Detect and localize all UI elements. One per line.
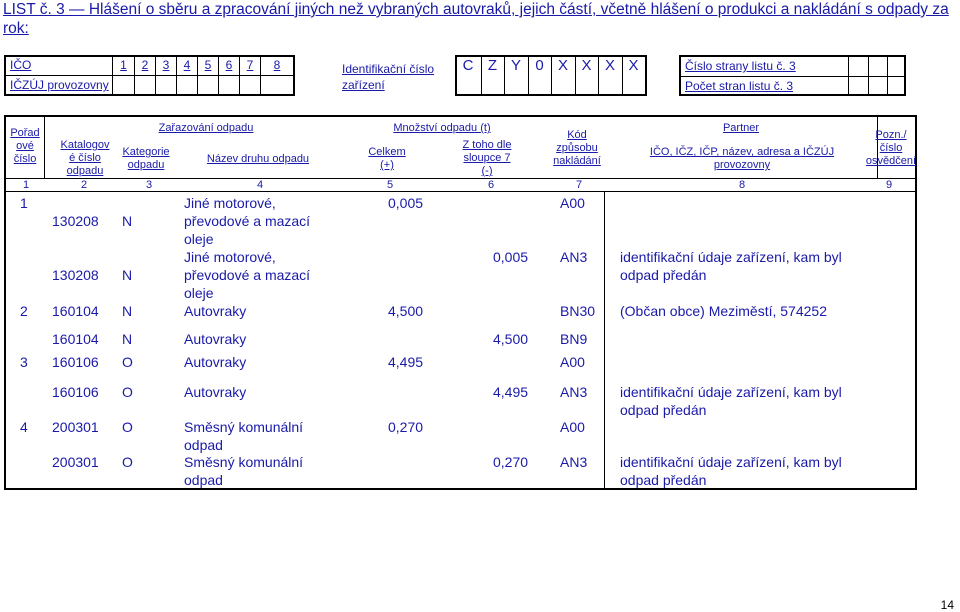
row-katalogove: 160106 (52, 354, 99, 370)
row-katalogove: 200301 (52, 419, 99, 435)
sheet-page-label: Číslo strany listu č. 3 (685, 59, 796, 73)
header-poradove-line1: Pořad (10, 127, 40, 139)
row-nazev-line: Směsný komunální (184, 419, 304, 435)
facility-code-char: X (581, 57, 592, 74)
row-nazev (184, 302, 344, 320)
row-nazev (184, 453, 344, 489)
facility-code-box (455, 55, 647, 96)
facility-code-cell (457, 57, 481, 94)
header-nazev: Název druhu odpadu (206, 153, 310, 165)
facility-code-char: X (628, 57, 639, 74)
header-partner-sub-line1: IČO, IČZ, IČP, název, adresa a IČZÚJ (649, 146, 835, 158)
header-poradove-line2: ové (16, 140, 34, 152)
header-mnozstvi: Množství odpadu (t) (393, 122, 491, 134)
row-partner-line: odpad předán (620, 402, 707, 418)
row-nazev (184, 248, 344, 302)
row-kategorie: O (122, 454, 133, 470)
row-partner (620, 453, 880, 489)
row-nazev (184, 194, 344, 248)
row-nazev-line: Autovraky (184, 384, 247, 400)
row-partner (620, 248, 880, 284)
waste-table (4, 115, 917, 490)
ico-digit: 8 (273, 58, 281, 72)
row-nazev (184, 383, 344, 401)
header-pozn (862, 129, 920, 168)
row-kod: BN9 (560, 331, 588, 347)
header-katalogove-line2: é číslo (69, 152, 101, 164)
row-katalogove: 130208 (52, 213, 99, 229)
header-kod-line1: Kód (567, 129, 587, 141)
header-kategorie-line1: Kategorie (122, 146, 170, 158)
row-celkem: 4,500 (388, 303, 424, 319)
row-nazev-line: Autovraky (184, 331, 247, 347)
header-celkem-line2: (+) (380, 159, 394, 171)
row-kategorie: N (122, 267, 133, 283)
header-celkem (352, 146, 422, 172)
row-kod: AN3 (560, 384, 588, 400)
row-kategorie: O (122, 354, 133, 370)
row-kod: A00 (560, 354, 585, 370)
ico-digit-cell (239, 57, 260, 94)
header-katalogove-line3: odpadu (66, 165, 104, 177)
header-poradove (8, 127, 42, 166)
row-kod: AN3 (560, 454, 588, 470)
header-ztoho-line1: Z toho dle (462, 139, 512, 151)
ico-digit-cell (155, 57, 176, 94)
header-katalogove (54, 139, 116, 178)
ico-digit: 3 (162, 58, 170, 72)
column-number: 4 (256, 179, 264, 191)
row-nazev-line: Autovraky (184, 303, 247, 319)
row-kod: A00 (560, 195, 585, 211)
column-number: 3 (145, 179, 153, 191)
row-poradove: 1 (20, 195, 28, 211)
row-partner (620, 383, 880, 419)
page-title: LIST č. 3 — Hlášení o sběru a zpracování jiných než vybraných autovraků, jejich částí, včetně hlášení o produkci a nakládání s odpady za rok: (3, 1, 949, 37)
row-katalogove: 130208 (52, 267, 99, 283)
ico-digit: 6 (225, 58, 233, 72)
row-poradove: 3 (20, 354, 28, 370)
row-ztoho: 0,270 (493, 454, 529, 470)
column-number: 7 (575, 179, 583, 191)
column-number: 9 (885, 179, 893, 191)
facility-code-char: 0 (535, 57, 544, 74)
facility-code-char: C (462, 57, 474, 74)
row-ztoho: 0,005 (493, 249, 529, 265)
column-number: 5 (386, 179, 394, 191)
header-ztoho-line2: sloupce 7 (463, 152, 511, 164)
facility-code-cell (504, 57, 528, 94)
facility-code-cell (575, 57, 599, 94)
row-partner-line: (Občan obce) Meziměstí, 574252 (620, 303, 827, 319)
header-ztoho (452, 139, 522, 178)
header-kod (544, 129, 610, 168)
row-kod: AN3 (560, 249, 588, 265)
header-partner: Partner (722, 122, 760, 134)
row-celkem: 4,495 (388, 354, 424, 370)
ico-digit-cell (134, 57, 155, 94)
row-nazev-line: převodové a mazací (184, 213, 311, 229)
header-zarazovani: Zařazování odpadu (158, 122, 254, 134)
ico-digit: 7 (246, 58, 254, 72)
row-nazev-line: Jiné motorové, (184, 249, 276, 265)
header-katalogove-line1: Katalogov (60, 139, 110, 151)
ico-digit-cell (176, 57, 197, 94)
column-number: 1 (22, 179, 30, 191)
header-kategorie (118, 146, 174, 172)
column-number: 6 (487, 179, 495, 191)
column-number: 2 (80, 179, 88, 191)
table-row (6, 453, 915, 507)
facility-code-char: Y (510, 57, 521, 74)
row-celkem: 0,270 (388, 419, 424, 435)
row-kategorie: O (122, 419, 133, 435)
header-poradove-line3: číslo (13, 153, 37, 165)
facility-label (342, 61, 434, 93)
row-kategorie: N (122, 331, 133, 347)
row-kategorie: N (122, 213, 133, 229)
row-nazev-line: oleje (184, 285, 214, 301)
page-number: 14 (940, 598, 954, 612)
ico-digit: 1 (120, 58, 127, 72)
ico-digit-cell (112, 57, 134, 94)
row-katalogove: 160104 (52, 303, 99, 319)
facility-label-line1: Identifikační číslo (342, 62, 435, 76)
header-celkem-line1: Celkem (368, 146, 406, 158)
row-kategorie: N (122, 303, 133, 319)
facility-code-char: Z (487, 57, 498, 74)
row-nazev (184, 353, 344, 371)
row-nazev-line: oleje (184, 231, 214, 247)
header-kod-line3: nakládání (553, 155, 601, 167)
row-partner-line: odpad předán (620, 267, 707, 283)
facility-code-cell (551, 57, 575, 94)
row-poradove: 4 (20, 419, 28, 435)
row-kod: BN30 (560, 303, 596, 319)
facility-code-char: X (604, 57, 615, 74)
ico-digit: 4 (183, 58, 191, 72)
header-kod-line2: způsobu (556, 142, 598, 154)
row-partner-line: identifikační údaje zařízení, kam byl (620, 384, 842, 400)
facility-code-char: X (557, 57, 568, 74)
row-nazev-line: Směsný komunální (184, 454, 304, 470)
row-poradove: 2 (20, 303, 28, 319)
facility-code-cell (481, 57, 505, 94)
row-nazev (184, 418, 344, 454)
header-pozn-line2: číslo (879, 142, 903, 154)
row-nazev-line: převodové a mazací (184, 267, 311, 283)
table-row (6, 194, 915, 248)
row-katalogove: 200301 (52, 454, 99, 470)
sheet-box (679, 55, 906, 96)
header-partner-sub-line2: provozovny (713, 159, 771, 171)
facility-code-cell (598, 57, 622, 94)
row-partner-line: identifikační údaje zařízení, kam byl (620, 454, 842, 470)
sheet-count-label: Počet stran listu č. 3 (685, 79, 794, 93)
ico-digit: 2 (141, 58, 149, 72)
ico-digit-cell (197, 57, 218, 94)
column-number: 8 (738, 179, 746, 191)
row-nazev-line: odpad (184, 437, 223, 453)
facility-code-cell (528, 57, 552, 94)
ico-digit-cell (260, 57, 293, 94)
row-nazev-line: Jiné motorové, (184, 195, 276, 211)
row-nazev-line: Autovraky (184, 354, 247, 370)
row-katalogove: 160104 (52, 331, 99, 347)
row-katalogove: 160106 (52, 384, 99, 400)
header-kategorie-line2: odpadu (127, 159, 165, 171)
header-partner-sub (624, 146, 860, 172)
ico-digit: 5 (204, 58, 212, 72)
facility-label-line2: zařízení (342, 78, 385, 92)
row-ztoho: 4,500 (493, 331, 529, 347)
facility-code-cell (622, 57, 646, 94)
iczuj-label: IČZÚJ provozovny (10, 78, 109, 92)
ico-box (4, 55, 295, 96)
row-ztoho: 4,495 (493, 384, 529, 400)
row-nazev-line: odpad (184, 472, 223, 488)
row-celkem: 0,005 (388, 195, 424, 211)
row-partner-line: identifikační údaje zařízení, kam byl (620, 249, 842, 265)
row-nazev (184, 330, 344, 348)
row-kategorie: O (122, 384, 133, 400)
row-partner-line: odpad předán (620, 472, 707, 488)
table-row (6, 248, 915, 302)
row-kod: A00 (560, 419, 585, 435)
header-ztoho-line3: (-) (481, 165, 493, 177)
header-pozn-line1: Pozn./ (875, 129, 907, 141)
ico-digit-cell (218, 57, 239, 94)
row-partner (620, 302, 880, 320)
header-pozn-line3: osvědčení (865, 155, 917, 167)
ico-label: IČO (10, 58, 32, 72)
